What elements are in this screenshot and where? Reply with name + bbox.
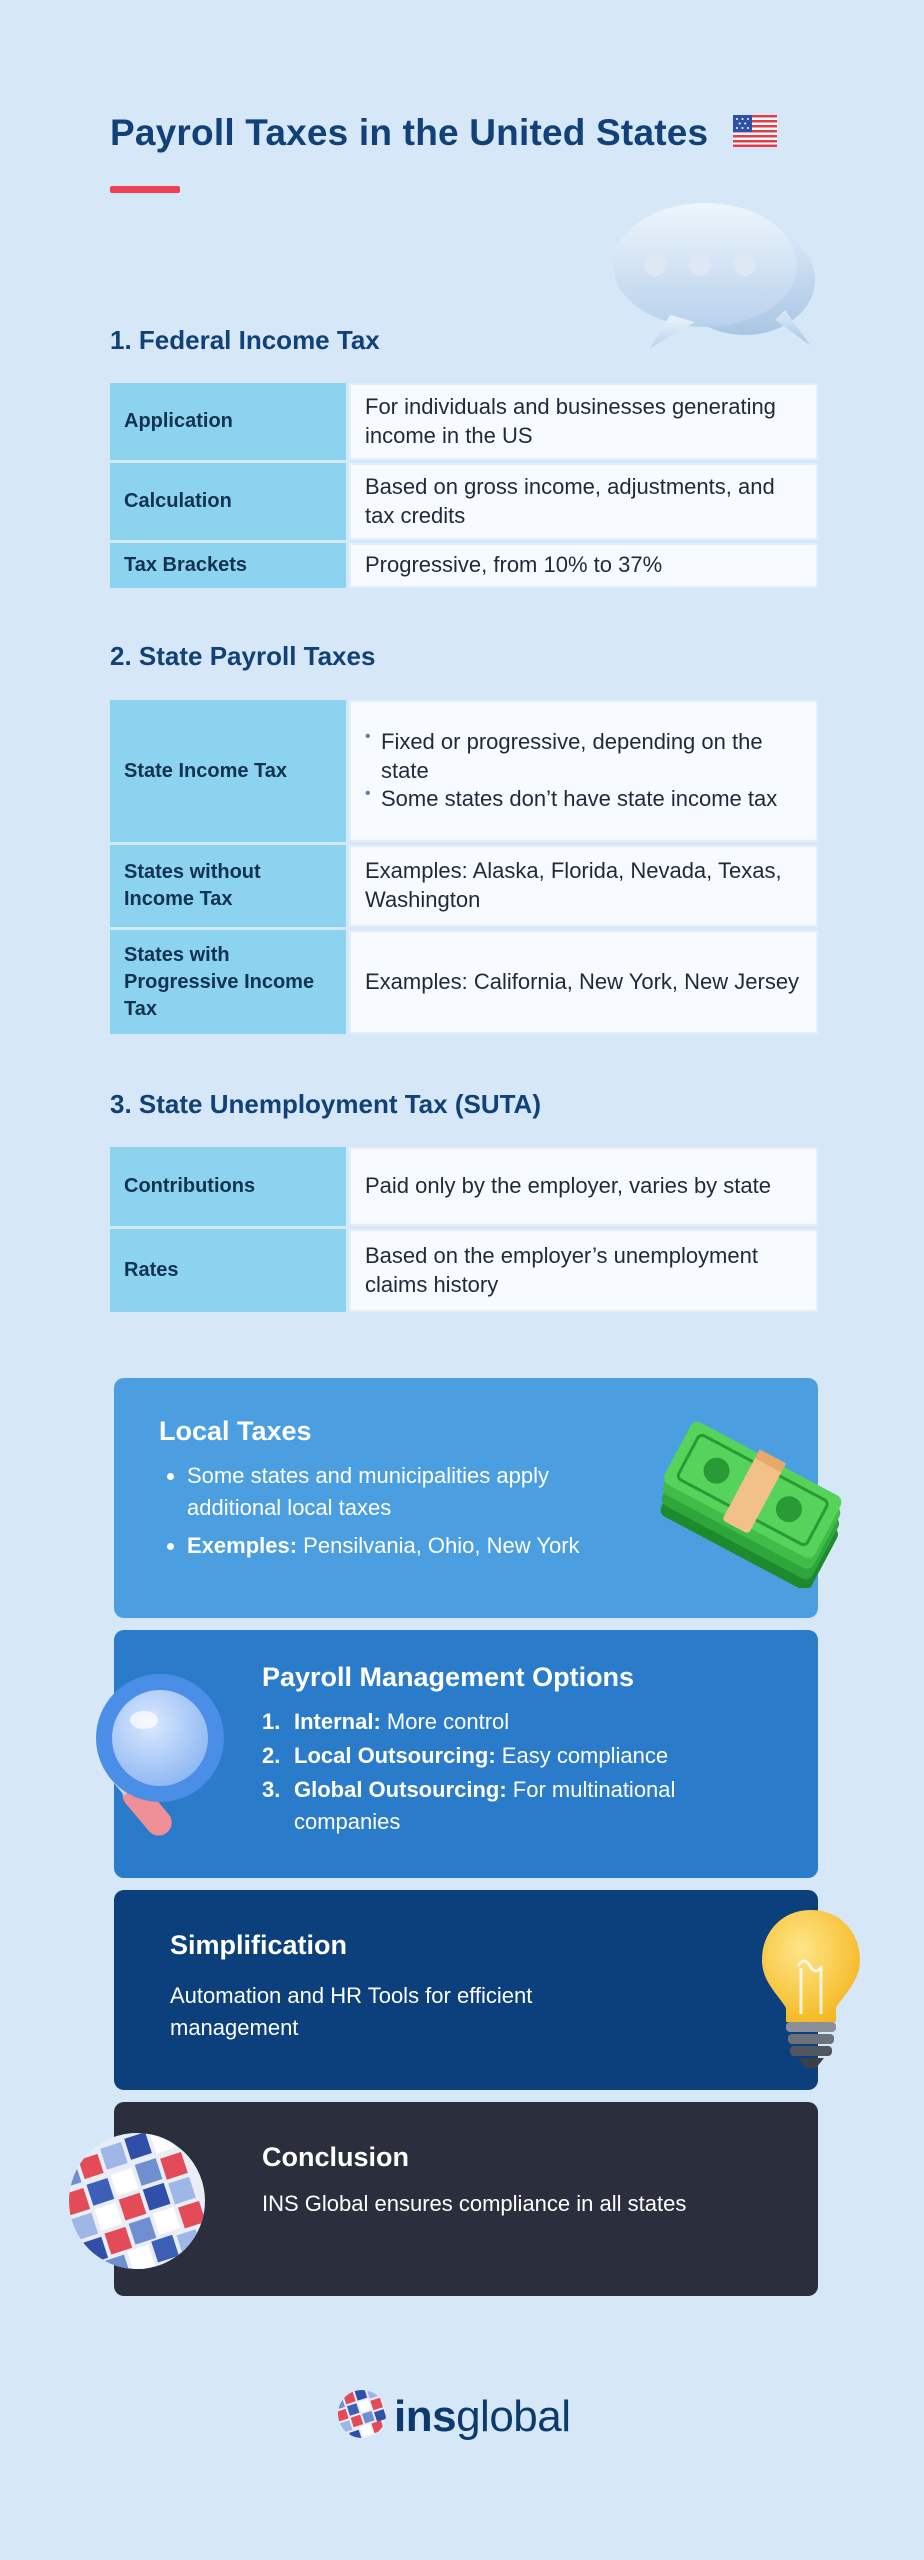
- table-row: [110, 383, 818, 460]
- payroll-options-title: Payroll Management Options: [262, 1662, 635, 1692]
- list-item: [262, 1706, 762, 1738]
- row-value: Progressive, from 10% to 37%: [349, 543, 818, 588]
- magnifier-icon: [40, 1668, 240, 1863]
- row-value: For individuals and businesses generating income in the US: [349, 383, 818, 460]
- table-row: [110, 1229, 818, 1312]
- row-label: State Income Tax: [110, 700, 346, 842]
- list-item-bold: Exemples:: [187, 1532, 298, 1558]
- conclusion-card: [114, 2102, 818, 2296]
- list-item-text: Pensilvania, Ohio, New York: [297, 1532, 580, 1558]
- list-item-bold: Internal:: [294, 1709, 381, 1734]
- list-item-number: 2.: [262, 1742, 281, 1768]
- row-label: Calculation: [110, 463, 346, 540]
- list-item-text: More control: [380, 1709, 510, 1734]
- row-value: Paid only by the employer, varies by state: [349, 1147, 818, 1226]
- table-row: [110, 1147, 818, 1226]
- conclusion-title: Conclusion: [262, 2142, 409, 2172]
- row-label: Contributions: [110, 1147, 346, 1226]
- list-item: • Some states and municipalities apply additional local taxes: [187, 1460, 639, 1524]
- simplification-card: [114, 1890, 818, 2090]
- local-taxes-list: [159, 1460, 639, 1568]
- table-row: [110, 700, 818, 842]
- row-value: Examples: California, New York, New Jersey: [349, 930, 818, 1034]
- insglobal-logo: [336, 2388, 571, 2445]
- insglobal-logo-icon: [336, 2388, 388, 2445]
- table-row: [110, 845, 818, 927]
- row-label: Application: [110, 383, 346, 460]
- table-row: [110, 463, 818, 540]
- list-item: • Fixed or progressive, depending on the state: [365, 728, 802, 785]
- list-item-bold: Global Outsourcing:: [294, 1776, 507, 1802]
- simplification-text: Automation and HR Tools for efficient management: [170, 1983, 533, 2040]
- row-label: Tax Brackets: [110, 543, 346, 588]
- lightbulb-icon: [756, 1906, 866, 2081]
- federal-income-tax-table: [110, 383, 818, 591]
- list-item-bold: Local Outsourcing:: [294, 1742, 496, 1768]
- logo-text-global: global: [456, 2391, 571, 2441]
- list-item: [187, 1530, 639, 1562]
- row-value: [349, 700, 818, 842]
- list-item: • Some states don’t have state income tax: [365, 785, 802, 814]
- page-title: [110, 112, 830, 156]
- globe-icon: [66, 2130, 208, 2277]
- conclusion-text: INS Global ensures compliance in all states: [262, 2191, 687, 2216]
- us-flag-icon: [733, 114, 777, 156]
- list-item-number: 1.: [262, 1709, 281, 1734]
- section-heading-state-payroll-taxes: 2. State Payroll Taxes: [110, 641, 376, 671]
- table-row: [110, 543, 818, 588]
- simplification-title: Simplification: [170, 1930, 348, 1960]
- logo-text-ins: ins: [394, 2391, 457, 2441]
- list-item-number: 3.: [262, 1776, 281, 1802]
- table-row: [110, 930, 818, 1034]
- suta-table: [110, 1147, 818, 1315]
- list-item-text: For multinational companies: [294, 1776, 676, 1834]
- insglobal-logo-text: [394, 2392, 571, 2442]
- list-item: [262, 1774, 762, 1838]
- section-heading-federal-income-tax: 1. Federal Income Tax: [110, 325, 380, 355]
- row-value: Examples: Alaska, Florida, Nevada, Texas, Washington: [349, 845, 818, 927]
- row-value: Based on gross income, adjustments, and tax credits: [349, 463, 818, 540]
- list-item-text: Easy compliance: [495, 1742, 669, 1768]
- section-heading-suta: 3. State Unemployment Tax (SUTA): [110, 1089, 541, 1119]
- state-payroll-taxes-table: [110, 700, 818, 1037]
- list-item: [262, 1740, 762, 1772]
- row-value: Based on the employer’s unemployment claims history: [349, 1229, 818, 1312]
- money-stack-icon: [656, 1418, 856, 1593]
- row-label: States with Progressive Income Tax: [110, 930, 346, 1034]
- row-label: States without Income Tax: [110, 845, 346, 927]
- payroll-options-list: [262, 1706, 762, 1840]
- bullet-list: [365, 728, 802, 814]
- row-label: Rates: [110, 1229, 346, 1312]
- title-underline: [110, 186, 180, 193]
- local-taxes-title: Local Taxes: [159, 1416, 312, 1446]
- page-title-text: Payroll Taxes in the United States: [110, 112, 709, 153]
